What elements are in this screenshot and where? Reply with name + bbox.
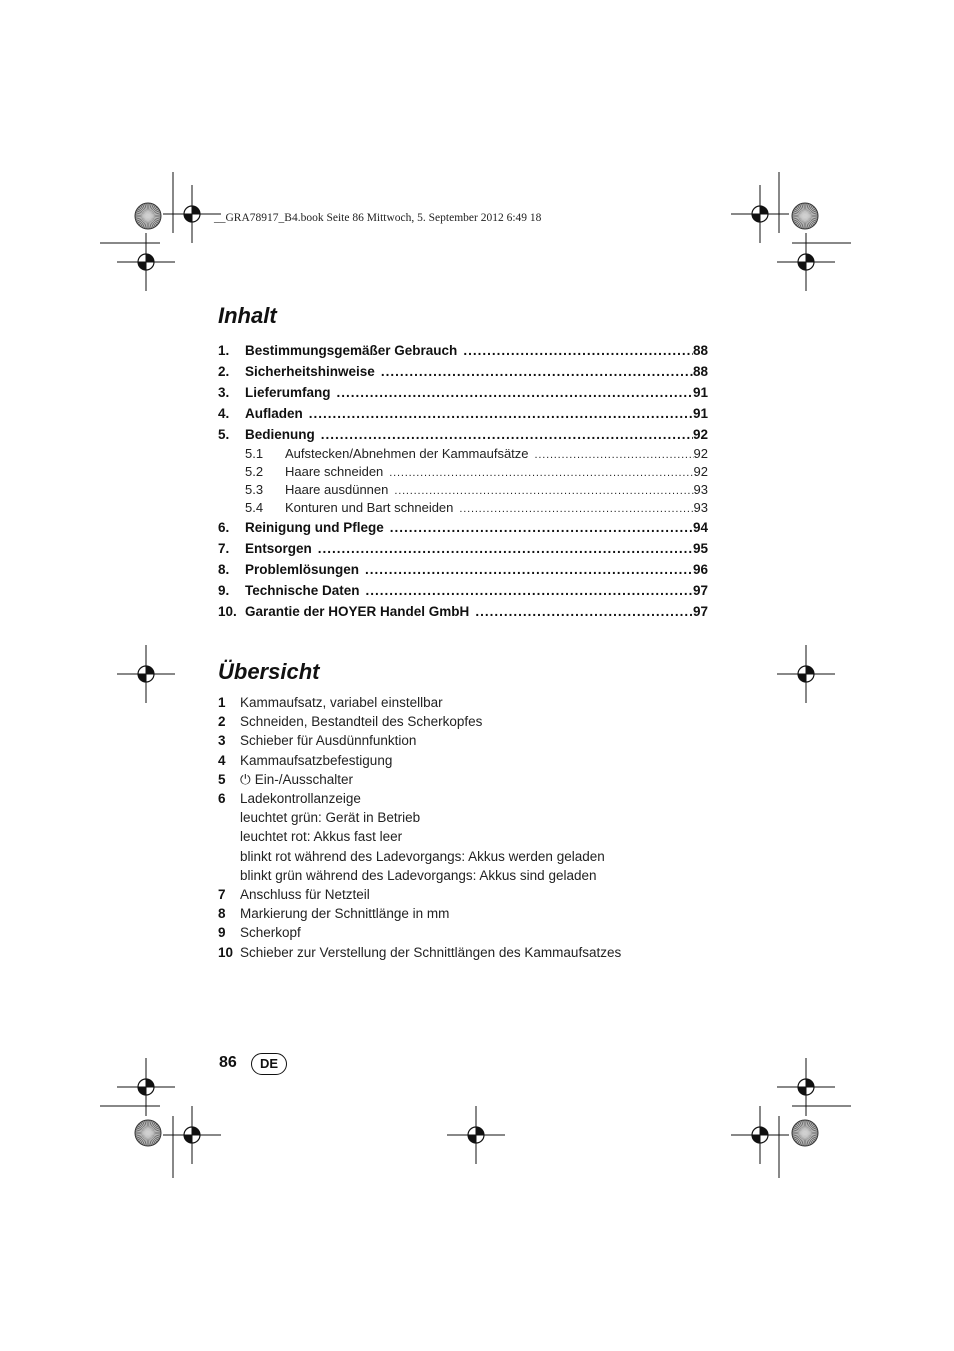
toc-leader-dots: [321, 424, 693, 445]
toc-entry-number: 6.: [218, 520, 230, 535]
toc-entry-title: Lieferumfang: [245, 385, 331, 400]
registration-target-icon: [117, 233, 175, 291]
toc-leader-dots: [309, 403, 693, 424]
toc-subentry[interactable]: [218, 481, 708, 499]
toc-entry-number: 10.: [218, 604, 237, 619]
toc-subentry[interactable]: [218, 445, 708, 463]
item-text: blinkt rot während des Ladevorgangs: Akkus werden geladen: [240, 848, 605, 864]
item-text: Schieber zur Verstellung der Schnittlängen des Kammaufsatzes: [240, 944, 622, 960]
registration-target-icon: [777, 1058, 835, 1116]
toc-entry-page: 94: [692, 520, 708, 535]
toc-entry-number: 2.: [218, 364, 230, 379]
toc-entry-title: Sicherheitshinweise: [245, 364, 375, 379]
item-text: Ladekontrollanzeige: [240, 791, 361, 807]
toc-entry-title: Problemlösungen: [245, 562, 360, 577]
language-badge: DE: [251, 1053, 287, 1075]
toc-entry-number: 5.1: [245, 446, 264, 461]
list-item: [218, 789, 718, 808]
overview-title: Übersicht: [218, 659, 320, 684]
toc-entry[interactable]: [218, 382, 708, 403]
toc-entry-number: 3.: [218, 385, 230, 400]
list-item-detail: [218, 808, 718, 827]
toc-entry-title: Technische Daten: [245, 583, 360, 598]
toc-leader-dots: [318, 538, 693, 559]
toc-entry-title: Reinigung und Pflege: [245, 520, 384, 535]
print-slug-line: __GRA78917_B4.book Seite 86 Mittwoch, 5. September 2012 6:49 18: [214, 212, 542, 224]
item-text: Kammaufsatzbefestigung: [240, 752, 393, 768]
toc-leader-dots: [475, 601, 693, 622]
item-number: 8: [218, 906, 226, 922]
item-number: 10: [218, 944, 234, 960]
list-item: [218, 770, 718, 789]
toc-entry-title: Konturen und Bart schneiden: [285, 500, 454, 515]
list-item-detail: [218, 847, 718, 866]
toc-entry-page: 92: [693, 464, 708, 479]
toc-entry-number: 7.: [218, 541, 230, 556]
item-number: 9: [218, 925, 226, 941]
toc-entry[interactable]: [218, 580, 708, 601]
toc-entry-page: 96: [692, 562, 708, 577]
toc-entry[interactable]: [218, 403, 708, 424]
item-number: 5: [218, 771, 226, 787]
toc-entry-page: 91: [692, 385, 708, 400]
item-text: leuchtet rot: Akkus fast leer: [240, 829, 403, 845]
toc-leader-dots: [463, 340, 693, 361]
item-number: 3: [218, 733, 226, 749]
registration-target-icon: [117, 645, 175, 703]
item-number: 4: [218, 752, 226, 768]
toc-entry[interactable]: [218, 538, 708, 559]
item-text: Anschluss für Netzteil: [240, 887, 370, 903]
registration-target-icon: [163, 1106, 221, 1164]
toc-entry-number: 9.: [218, 583, 230, 598]
item-number: 6: [218, 791, 226, 807]
toc-entry-title: Bedienung: [245, 427, 315, 442]
item-text: Schieber für Ausdünnfunktion: [240, 733, 417, 749]
list-item: [218, 712, 718, 731]
item-text: Ein-/Ausschalter: [254, 771, 353, 787]
toc-leader-dots: [381, 361, 693, 382]
contents-title: Inhalt: [218, 303, 277, 328]
toc-entry-page: 91: [692, 406, 708, 421]
item-text: blinkt grün während des Ladevorgangs: Akkus sind geladen: [240, 867, 597, 883]
list-item: [218, 943, 718, 962]
registration-target-icon: [447, 1106, 505, 1164]
toc-entry-title: Haare ausdünnen: [285, 482, 389, 497]
item-text: Schneiden, Bestandteil des Scherkopfes: [240, 714, 483, 730]
toc-entry-title: Bestimmungsgemäßer Gebrauch: [245, 343, 458, 358]
registration-target-icon: [777, 645, 835, 703]
registration-target-icon: [731, 1106, 789, 1164]
list-item: [218, 885, 718, 904]
toc-entry-title: Aufladen: [245, 406, 303, 421]
toc-entry-page: 95: [692, 541, 708, 556]
toc-leader-dots: [459, 500, 693, 518]
item-number: 2: [218, 714, 226, 730]
table-of-contents: [218, 340, 708, 622]
list-item: [218, 731, 718, 750]
list-item: [218, 923, 718, 942]
page-number: 86: [219, 1054, 237, 1071]
toc-entry-title: Aufstecken/Abnehmen der Kammaufsätze: [285, 446, 529, 461]
toc-entry-number: 5.3: [245, 482, 264, 497]
item-text: Scherkopf: [240, 925, 301, 941]
toc-entry[interactable]: [218, 424, 708, 445]
toc-entry[interactable]: [218, 361, 708, 382]
toc-entry-number: 5.: [218, 427, 230, 442]
toc-entry-page: 92: [692, 427, 708, 442]
toc-leader-dots: [535, 446, 694, 464]
toc-leader-dots: [365, 559, 693, 580]
item-text: leuchtet grün: Gerät in Betrieb: [240, 810, 421, 826]
toc-entry-page: 97: [692, 604, 708, 619]
list-item-detail: [218, 866, 718, 885]
toc-entry-title: Haare schneiden: [285, 464, 384, 479]
color-starburst-icon: [135, 1120, 161, 1146]
toc-leader-dots: [389, 464, 693, 482]
toc-entry-title: Entsorgen: [245, 541, 312, 556]
toc-leader-dots: [394, 482, 693, 500]
toc-subentry[interactable]: [218, 463, 708, 481]
item-text: Markierung der Schnittlänge in mm: [240, 906, 450, 922]
toc-entry[interactable]: [218, 601, 708, 622]
toc-leader-dots: [337, 382, 693, 403]
registration-target-icon: [163, 185, 221, 243]
toc-entry-number: 1.: [218, 343, 230, 358]
power-icon: ⏻: [240, 771, 251, 787]
toc-entry-page: 97: [692, 583, 708, 598]
list-item-detail: [218, 827, 718, 846]
registration-target-icon: [777, 233, 835, 291]
toc-entry-page: 88: [692, 343, 708, 358]
list-item: [218, 693, 718, 712]
item-number: 1: [218, 695, 226, 710]
parts-overview-list: [218, 693, 718, 962]
toc-entry[interactable]: [218, 517, 708, 538]
registration-target-icon: [117, 1058, 175, 1116]
registration-target-icon: [731, 185, 789, 243]
toc-entry-page: 88: [692, 364, 708, 379]
toc-entry-number: 5.4: [245, 500, 264, 515]
toc-subentry[interactable]: [218, 499, 708, 517]
toc-entry-number: 5.2: [245, 464, 264, 479]
toc-entry-page: 92: [693, 446, 708, 461]
toc-entry[interactable]: [218, 559, 708, 580]
toc-leader-dots: [366, 580, 693, 601]
toc-leader-dots: [390, 517, 693, 538]
item-number: 7: [218, 887, 226, 903]
color-starburst-icon: [792, 1120, 818, 1146]
toc-entry-page: 93: [693, 482, 708, 497]
toc-entry-page: 93: [693, 500, 708, 515]
item-text: Kammaufsatz, variabel einstellbar: [240, 695, 443, 710]
color-starburst-icon: [135, 203, 161, 229]
toc-entry-number: 4.: [218, 406, 230, 421]
toc-entry-number: 8.: [218, 562, 230, 577]
list-item: [218, 751, 718, 770]
toc-entry[interactable]: [218, 340, 708, 361]
toc-entry-title: Garantie der HOYER Handel GmbH: [245, 604, 470, 619]
list-item: [218, 904, 718, 923]
color-starburst-icon: [792, 203, 818, 229]
